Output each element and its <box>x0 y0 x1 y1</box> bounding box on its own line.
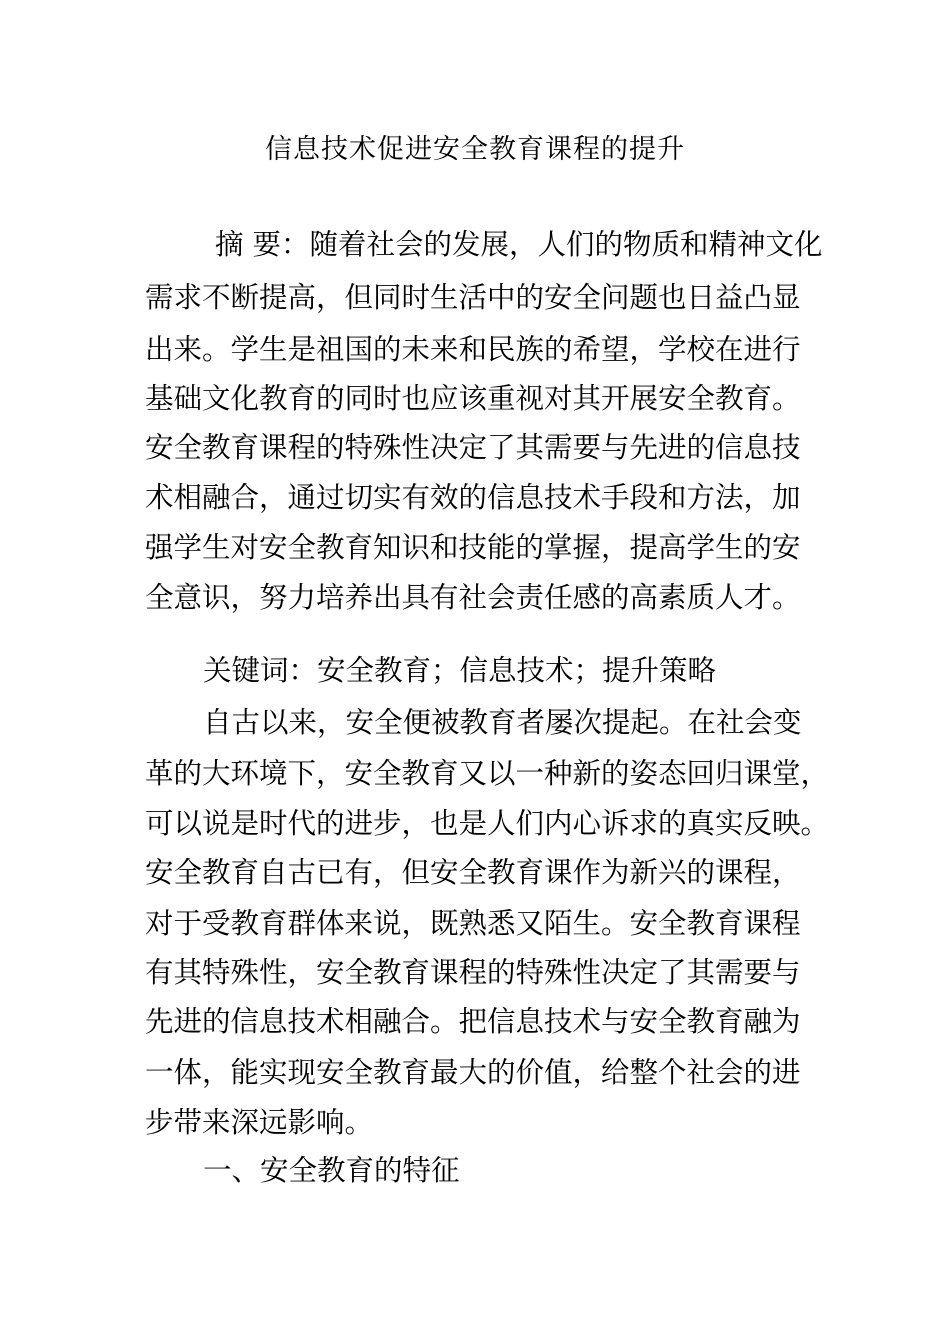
intro-line: 一体，能实现安全教育最大的价值，给整个社会的进 <box>145 1056 801 1089</box>
abstract-line: 出来。学生是祖国的未来和民族的希望，学校在进行 <box>145 333 801 366</box>
intro-line: 步带来深远影响。 <box>145 1106 374 1139</box>
document-title: 信息技术促进安全教育课程的提升 <box>265 134 685 165</box>
intro-line: 自古以来，安全便被教育者屡次提起。在社会变 <box>203 706 802 739</box>
abstract-line: 全意识，努力培养出具有社会责任感的高素质人才。 <box>145 581 801 614</box>
intro-line: 有其特殊性，安全教育课程的特殊性决定了其需要与 <box>145 956 801 989</box>
intro-line: 先进的信息技术相融合。把信息技术与安全教育融为 <box>145 1005 801 1038</box>
abstract-line: 术相融合，通过切实有效的信息技术手段和方法，加 <box>145 481 801 514</box>
intro-line: 可以说是时代的进步，也是人们内心诉求的真实反映。 <box>145 807 830 840</box>
abstract-line: 安全教育课程的特殊性决定了其需要与先进的信息技 <box>145 431 801 464</box>
intro-line: 安全教育自古已有，但安全教育课作为新兴的课程， <box>145 856 801 889</box>
keywords: 关键词：安全教育；信息技术；提升策略 <box>203 654 717 687</box>
section-heading: 一、安全教育的特征 <box>203 1154 460 1187</box>
intro-line: 对于受教育群体来说，既熟悉又陌生。安全教育课程 <box>145 907 801 940</box>
abstract-line: 强学生对安全教育知识和技能的掌握，提高学生的安 <box>145 531 801 564</box>
abstract-line: 基础文化教育的同时也应该重视对其开展安全教育。 <box>145 382 801 415</box>
abstract-line: 需求不断提高，但同时生活中的安全问题也日益凸显 <box>145 281 801 314</box>
abstract-line: 摘 要：随着社会的发展，人们的物质和精神文化 <box>215 228 823 261</box>
intro-line: 革的大环境下，安全教育又以一种新的姿态回归课堂， <box>145 757 830 790</box>
